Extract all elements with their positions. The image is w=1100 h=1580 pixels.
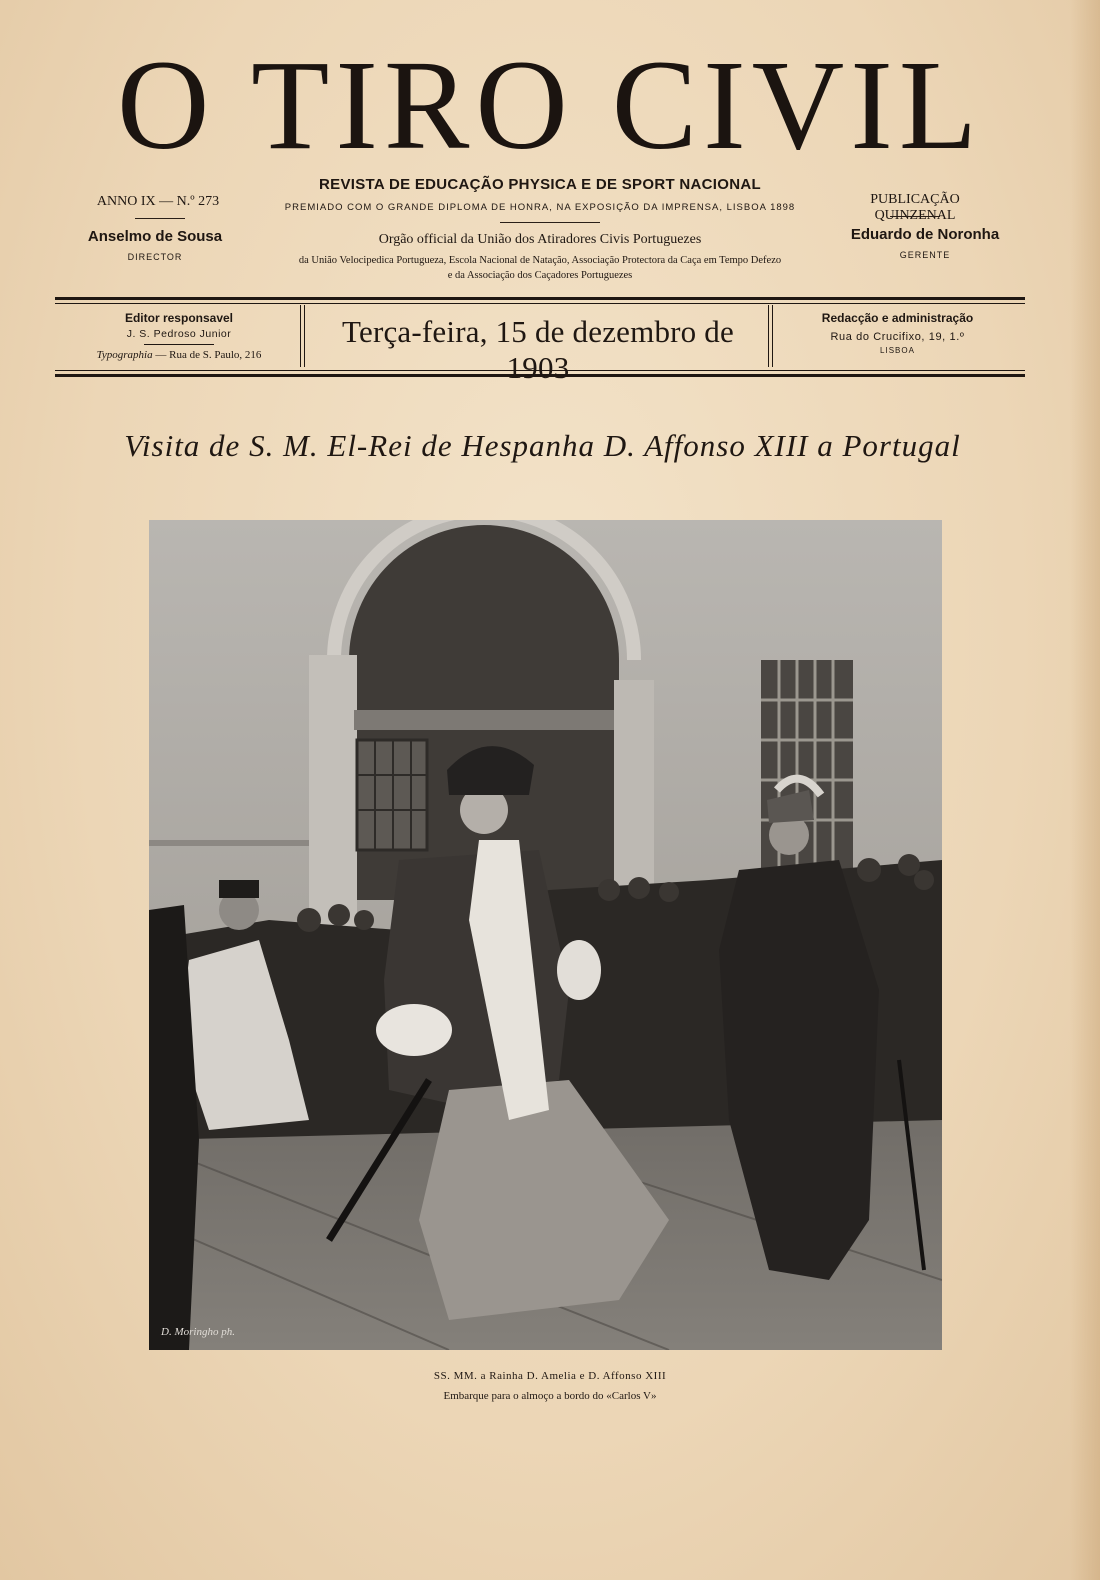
masthead-subtitle: REVISTA DE EDUCAÇÃO PHYSICA E DE SPORT NACIONAL — [319, 176, 761, 193]
affiliations-line-1: da União Velocipedica Portugueza, Escola Nacional de Natação, Associação Protectora da Caça em Tempo Defezo — [298, 255, 782, 266]
award-line: PREMIADO COM O GRANDE DIPLOMA DE HONRA, NA EXPOSIÇÃO DA IMPRENSA, LISBOA 1898 — [284, 202, 796, 213]
photo-signature: D. Moringho ph. — [161, 1326, 235, 1338]
award-rule — [500, 222, 600, 223]
dateline-separator-left — [300, 305, 305, 367]
admin-city: LISBOA — [880, 346, 915, 355]
affiliations-line-2: e da Associação dos Caçadores Portuguezes — [447, 270, 633, 281]
manager-role: GERENTE — [899, 250, 951, 260]
issue-number: ANNO IX — N.º 273 — [96, 194, 220, 209]
editor-label: Editor responsavel — [124, 311, 234, 325]
admin-label: Redacção e administração — [821, 311, 974, 325]
dateline-bottom-rule — [55, 370, 1025, 377]
admin-address: Rua do Crucifixo, 19, 1.º — [830, 331, 965, 343]
affiliations — [220, 253, 860, 283]
publication-frequency: PUBLICAÇÃO QUINZENAL — [870, 192, 960, 223]
official-organ: Orgão official da União dos Atiradores Civis Portuguezes — [378, 232, 702, 247]
dateline-separator-right — [768, 305, 773, 367]
editor-name: J. S. Pedroso Junior — [126, 328, 232, 340]
page-edge-stain — [1070, 0, 1100, 1580]
editor-block — [60, 310, 298, 363]
director-role: DIRECTOR — [127, 252, 183, 262]
typography-address: — Rua de S. Paulo, 216 — [155, 349, 262, 361]
typography-line — [60, 347, 298, 363]
dateline-top-rule — [55, 297, 1025, 304]
masthead-title: O TIRO CIVIL — [117, 34, 983, 176]
article-headline: Visita de S. M. El-Rei de Hespanha D. Affonso XIII a Portugal — [124, 428, 961, 463]
typography-label: Typographia — [96, 349, 153, 361]
photo-illustration — [149, 520, 942, 1350]
director-name: Anselmo de Sousa — [87, 228, 223, 245]
manager-name: Eduardo de Noronha — [850, 226, 1000, 243]
administration-block — [775, 311, 1020, 355]
editor-rule — [144, 344, 214, 345]
frequency-rule — [890, 216, 940, 217]
issue-rule — [135, 218, 185, 219]
issue-date: Terça-feira, 15 de dezembro de 1903 — [342, 314, 734, 385]
article-photo — [149, 520, 942, 1350]
manager-block — [820, 226, 1030, 260]
photo-caption-sub: Embarque para o almoço a bordo do «Carlos V» — [443, 1390, 657, 1402]
photo-caption: SS. MM. a Rainha D. Amelia e D. Affonso XIII — [433, 1370, 667, 1382]
